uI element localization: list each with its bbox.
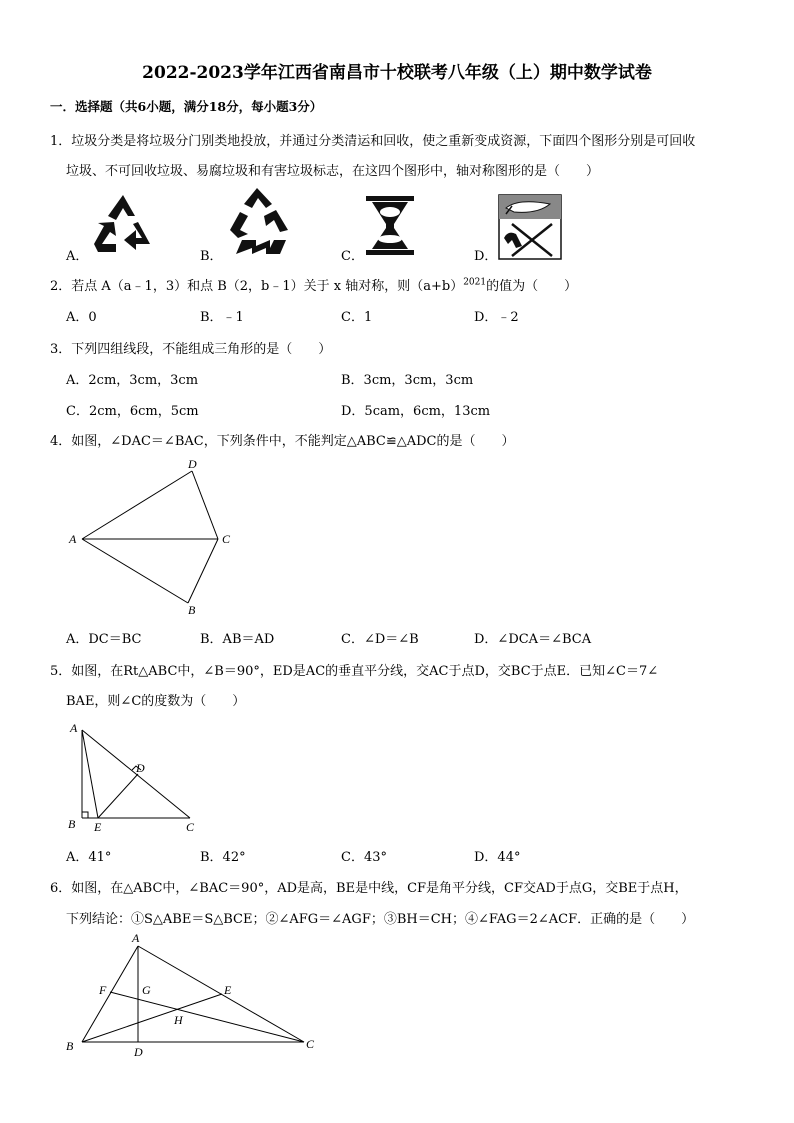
q4-figure <box>60 455 240 620</box>
q2-stem <box>50 275 577 294</box>
q6-stem-line1: 6．如图，在△ABC中，∠BAC＝90°，AD是高，BE是中线，CF是角平分线，CF交AD于点G，交BE于点H， <box>50 881 688 896</box>
q4-option-b: B．AB＝AD <box>200 632 275 647</box>
q5-option-b: B．42° <box>200 850 246 865</box>
q3-option-c: C．2cm，6cm，5cm <box>66 404 199 419</box>
q1-option-d-label: D． <box>474 249 498 264</box>
hourglass-symbol-icon <box>364 194 416 258</box>
q3-option-a: A．2cm，3cm，3cm <box>66 373 199 388</box>
q4-option-d: D．∠DCA＝∠BCA <box>474 632 592 647</box>
section-heading: 一．选择题（共6小题，满分18分，每小题3分） <box>50 99 323 114</box>
q1-option-a-label: A． <box>66 249 89 264</box>
q2-exponent: 2021 <box>463 277 487 288</box>
q1-option-c-label: C． <box>341 249 364 264</box>
q4-option-a: A．DC＝BC <box>66 632 142 647</box>
q4-label-d: D <box>188 457 197 471</box>
q5-stem-line2: BAE，则∠C的度数为（ ） <box>66 694 246 709</box>
q6-label-f: F <box>99 983 107 997</box>
q2-option-d: D．﹣2 <box>474 310 519 325</box>
q5-figure <box>62 718 212 838</box>
q5-label-d: D <box>136 761 145 775</box>
q6-label-b: B <box>66 1039 74 1053</box>
q3-option-b: B．3cm，3cm，3cm <box>341 373 474 388</box>
q6-figure <box>62 930 332 1060</box>
nonrecyclable-symbol-icon <box>222 186 292 258</box>
q5-option-d: D．44° <box>474 850 521 865</box>
q4-label-c: C <box>222 532 231 546</box>
q6-label-a: A <box>132 931 140 945</box>
q3-option-d: D．5cam，6cm，13cm <box>341 404 491 419</box>
page-title: 2022-2023学年江西省南昌市十校联考八年级（上）期中数学试卷 <box>142 63 652 83</box>
q6-label-c: C <box>306 1037 315 1051</box>
q5-stem-line1: 5．如图，在Rt△ABC中，∠B＝90°，ED是AC的垂直平分线，交AC于点D，交BC于点E．已知∠C＝7∠ <box>50 664 659 679</box>
q3-stem: 3．下列四组线段，不能组成三角形的是（ ） <box>50 342 332 357</box>
q5-label-a: A <box>70 721 78 735</box>
q1-option-b-label: B． <box>200 249 223 264</box>
q4-label-b: B <box>188 603 196 617</box>
q5-label-c: C <box>186 820 195 834</box>
q6-label-e: E <box>224 983 232 997</box>
q2-stem-text: 2．若点 A（a﹣1，3）和点 B（2，b﹣1）关于 x 轴对称，则（a+b） <box>50 279 464 294</box>
recycle-symbol-icon <box>88 192 158 256</box>
q6-stem-line2: 下列结论：①S△ABE＝S△BCE；②∠AFG＝∠AGF；③BH＝CH；④∠FAG＝2∠ACF．正确的是（ ） <box>66 912 695 927</box>
q6-label-h: H <box>174 1013 183 1027</box>
q2-option-b: B．﹣1 <box>200 310 244 325</box>
q5-option-c: C．43° <box>341 850 387 865</box>
q5-option-a: A．41° <box>66 850 112 865</box>
q2-option-c: C．1 <box>341 310 373 325</box>
q5-label-e: E <box>94 820 102 834</box>
q4-label-a: A <box>69 532 77 546</box>
q6-label-g: G <box>142 983 151 997</box>
q4-stem: 4．如图，∠DAC＝∠BAC，下列条件中，不能判定△ABC≌△ADC的是（ ） <box>50 434 515 449</box>
q4-option-c: C．∠D＝∠B <box>341 632 419 647</box>
q6-label-d: D <box>134 1045 143 1059</box>
hazardous-waste-symbol-icon <box>498 194 562 260</box>
q1-stem-line1: 1．垃圾分类是将垃圾分门别类地投放，并通过分类清运和回收，使之重新变成资源，下面四个图形分别是可回收 <box>50 134 696 149</box>
q5-label-b: B <box>68 817 76 831</box>
q1-stem-line2: 垃圾、不可回收垃圾、易腐垃圾和有害垃圾标志，在这四个图形中，轴对称图形的是（ ） <box>66 164 600 179</box>
q2-option-a: A．0 <box>66 310 97 325</box>
q2-stem-tail: 的值为（ ） <box>486 279 578 294</box>
